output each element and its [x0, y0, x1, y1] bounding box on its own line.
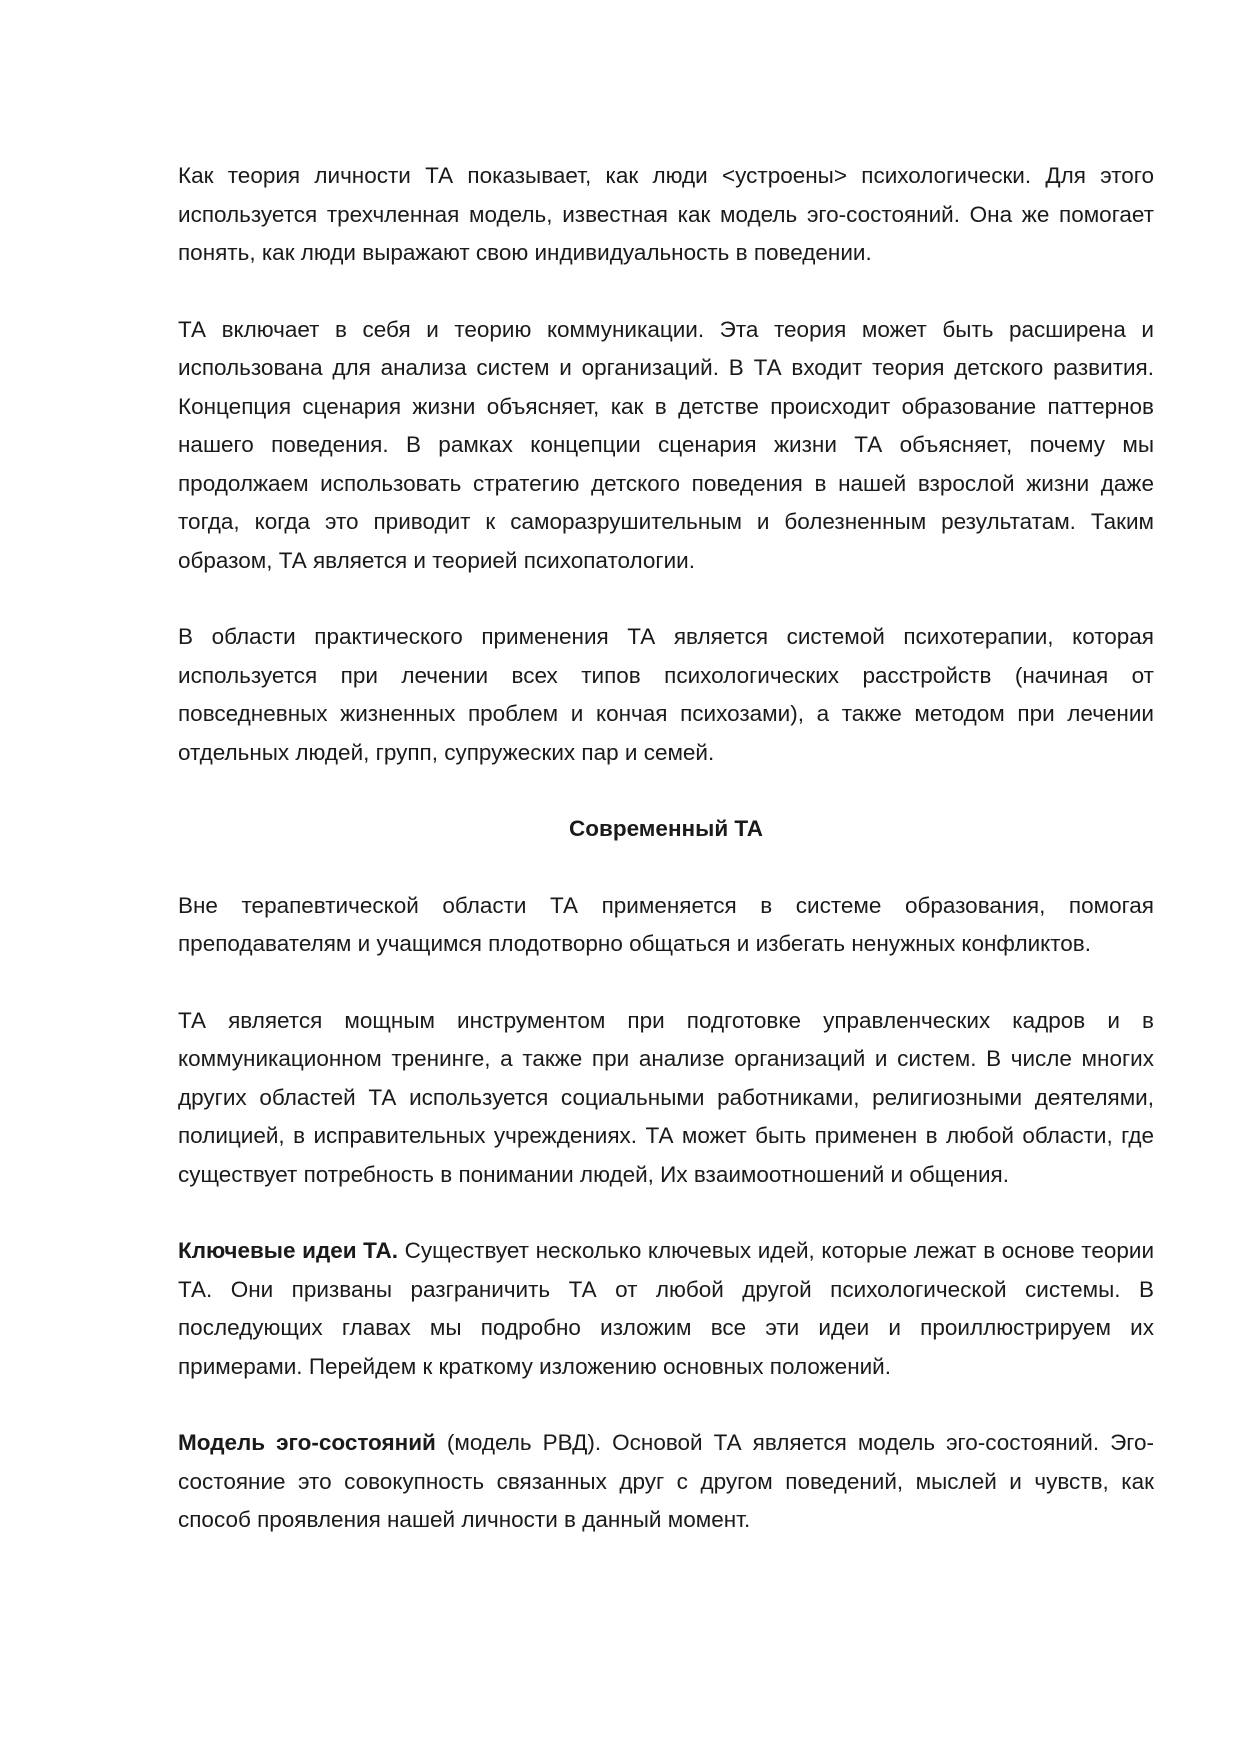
paragraph-management-training: ТА является мощным инструментом при подготовке управленческих кадров и в коммуникационном тренинге, а также при анализе организаций и систем. В числе многих других областей ТА используется социальными работниками, религиозными деятелями, полицией, в исправительных учреждениях. ТА может быть применен в любой области, где существует потребность в понимании людей, Их взаимоотношений и общения.: [178, 1007, 1154, 1187]
section-heading-modern-ta: Современный ТА: [569, 816, 763, 841]
paragraph-education: Вне терапевтической области ТА применяется в системе образования, помогая преподавателям и учащимся плодотворно общаться и избегать ненужных конфликтов.: [178, 892, 1154, 956]
key-ideas-body: Существует несколько ключевых идей, которые лежат в основе теории ТА. Они призваны разграничить ТА от любой другой психологической системы. В последующих главах мы подробно изложим все эти идеи и проиллюстрируем их примерами. Перейдем к краткому изложению основных положений.: [178, 1238, 1155, 1379]
document-page: [178, 157, 1154, 1578]
paragraph-psychotherapy: В области практического применения ТА является системой психотерапии, которая используется при лечении всех типов психологических расстройств (начиная от повседневных жизненных проблем и кончая психозами), а также методом при лечении отдельных людей, групп, супружеских пар и семей.: [178, 624, 1154, 765]
ego-states-lead: Модель эго-состояний: [178, 1430, 436, 1455]
paragraph-personality-theory: Как теория личности ТА показывает, как люди <устроены> психологически. Для этого используется трехчленная модель, известная как модель эго-состояний. Она же помогает понять, как люди выражают свою индивидуальность в поведении.: [178, 163, 1154, 265]
ego-states-body: (модель РВД). Основой ТА является модель эго-состояний. Эго-состояние это совокупность связанных друг с другом поведений, мыслей и чувств, как способ проявления нашей личности в данный момент.: [178, 1430, 1154, 1532]
paragraph-key-ideas: [178, 1232, 1154, 1386]
paragraph-ego-states-model: [178, 1424, 1154, 1540]
paragraph-communication-theory: ТА включает в себя и теорию коммуникации. Эта теория может быть расширена и использована для анализа систем и организаций. В ТА входит теория детского развития. Концепция сценария жизни объясняет, как в детстве происходит образование паттернов нашего поведения. В рамках концепции сценария жизни ТА объясняет, почему мы продолжаем использовать стратегию детского поведения в нашей взрослой жизни даже тогда, когда это приводит к саморазрушительным и болезненным результатам. Таким образом, ТА является и теорией психопатологии.: [178, 316, 1154, 573]
key-ideas-lead: Ключевые идеи ТА.: [178, 1238, 399, 1263]
